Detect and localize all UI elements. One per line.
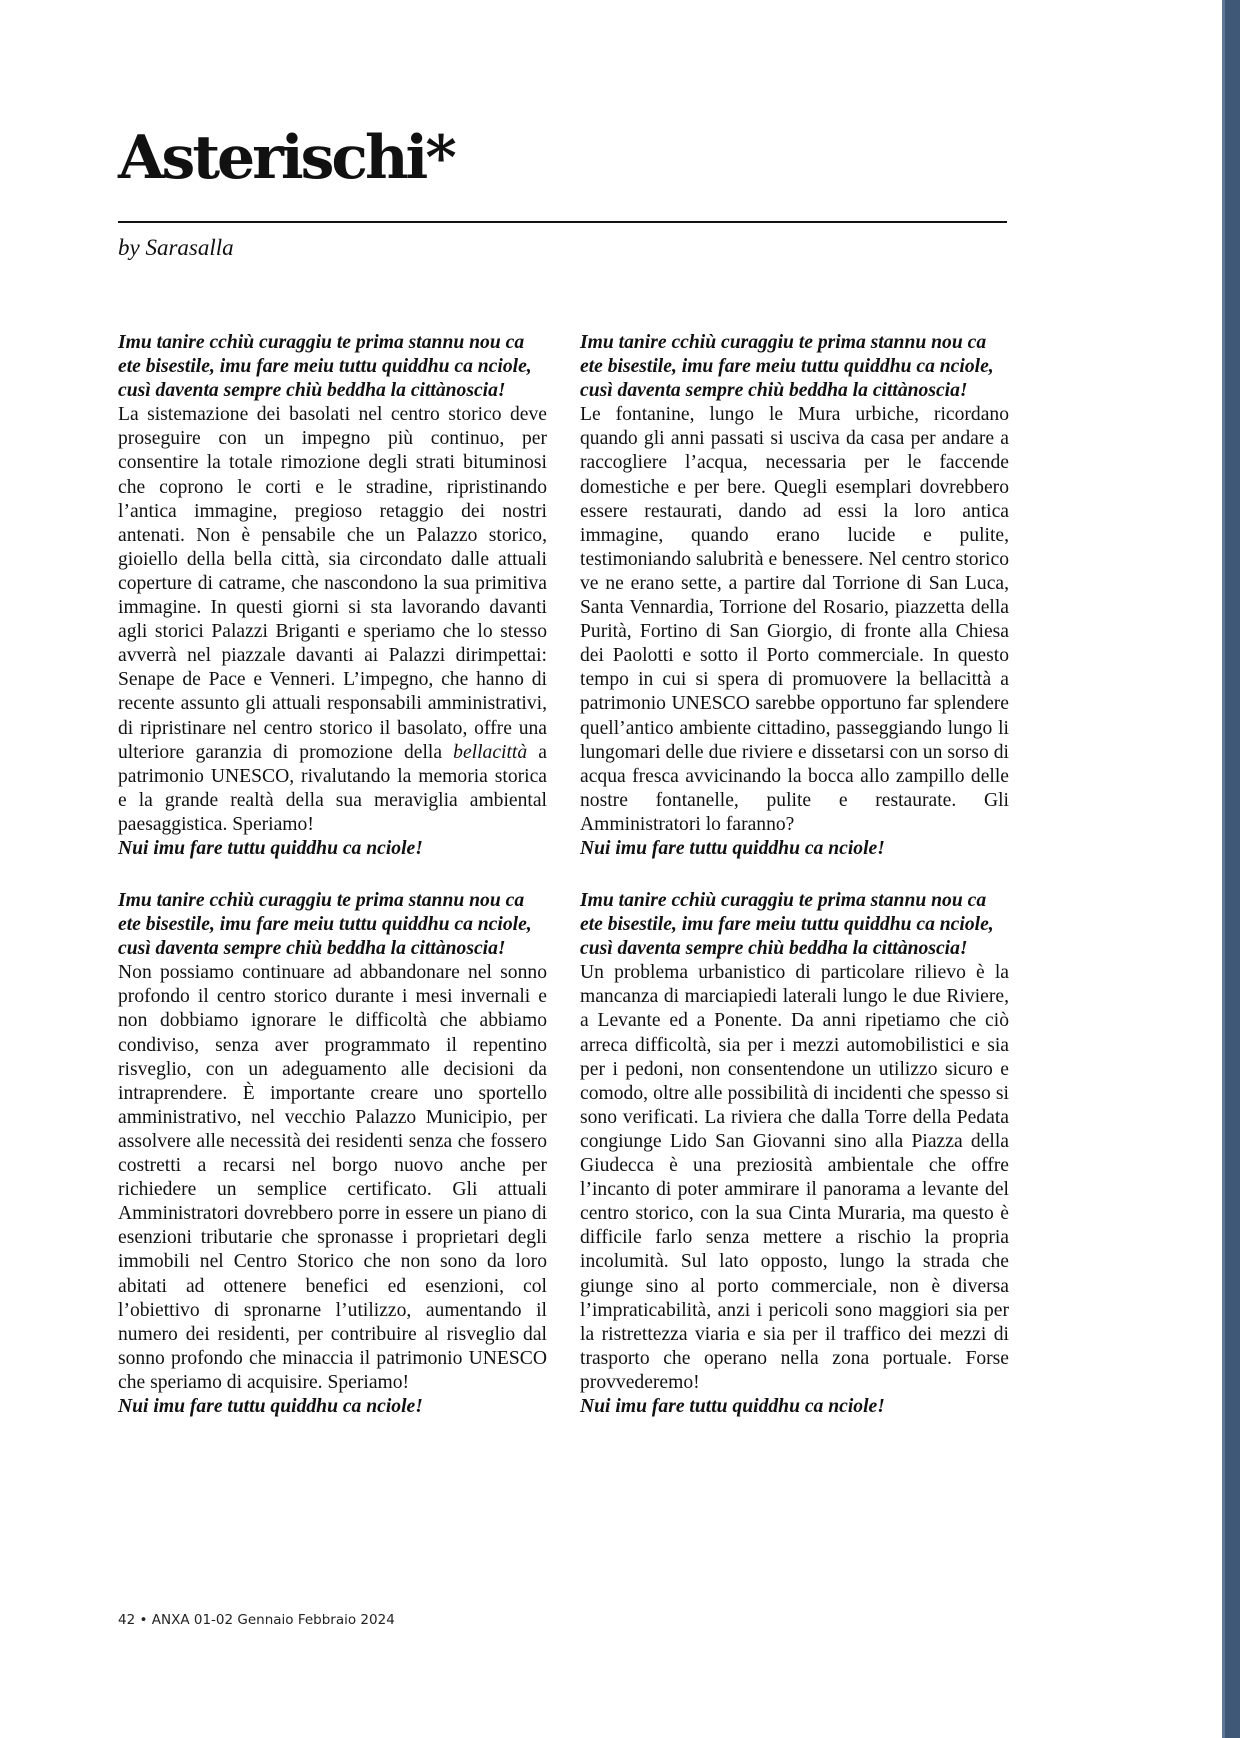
article-2 xyxy=(580,331,1009,861)
footer-separator: • xyxy=(139,1612,148,1628)
article-closing: Nui imu fare tuttu quiddhu ca nciole! xyxy=(118,837,423,859)
author-byline: by Sarasalla xyxy=(118,235,234,260)
article-body-text: a patrimonio UNESCO, rivalutando la memoria storica e la grande realtà della sua meraviglia ambiental paesaggistica. Speriamo! xyxy=(118,741,547,835)
title-divider xyxy=(118,221,1007,223)
article-closing: Nui imu fare tuttu quiddhu ca nciole! xyxy=(118,1395,423,1417)
article-body: Le fontanine, lungo le Mura urbiche, ricordano quando gli anni passati si usciva da casa per andare a raccogliere l’acqua, necessaria per le faccende domestiche e per bere. Quegli esemplari dovrebbero essere restaurati, dando ad essi la loro antica immagine, quando erano lucide e pulite, testimoniando salubrità e benessere. Nel centro storico ve ne erano sette, a partire dal Torrione di San Luca, Santa Vennardia, Torrione del Rosario, piazzetta della Purità, Fortino di San Giorgio, di fronte alla Chiesa dei Paolotti e sotto il Porto commerciale. In questo tempo in cui si spera di promuovere la bellacittà a patrimonio UNESCO sarebbe opportuno far splendere quell’antico ambiente cittadino, passeggiando lungo li lungomari delle due riviere e dissetarsi con un sorso di acqua fresca avvicinando la bocca allo zampillo delle nostre fontanelle, pulite e restaurate. Gli Amministratori lo faranno? xyxy=(580,404,1009,835)
article-4 xyxy=(580,889,1009,1419)
page-number: 42 xyxy=(118,1612,136,1628)
article-body-text: La sistemazione dei basolati nel centro storico deve proseguire con un impegno più continuo, per consentire la totale rimozione degli strati bituminosi che coprono le corti e le stradine, ripristinando l’antica immagine, pregioso retaggio dei nostri antenati. Non è pensabile che un Palazzo storico, gioiello della bella città, sia circondato dalle attuali coperture di catrame, che nascondono la sua primitiva immagine. In questi giorni si sta lavorando davanti agli storici Palazzi Briganti e speriamo che lo stesso avverrà nel piazzale davanti ai Palazzi dirimpettai: Senape de Pace e Venneri. L’impegno, che hanno di recente assunto gli attuali responsabili amministrativi, di ripristinare nel centro storico il basolato, offre una ulteriore garanzia di promozione della xyxy=(118,404,547,763)
article-lead: Imu tanire cchiù curaggiu te prima stannu nou ca ete bisestile, imu fare meiu tuttu quiddhu ca nciole, cusì daventa sempre chiù beddha la cittànoscia! xyxy=(118,890,532,960)
article-3 xyxy=(118,889,547,1419)
article-closing: Nui imu fare tuttu quiddhu ca nciole! xyxy=(580,837,885,859)
article-body-emphasis: bellacittà xyxy=(453,741,528,763)
article-lead: Imu tanire cchiù curaggiu te prima stannu nou ca ete bisestile, imu fare meiu tuttu quiddhu ca nciole, cusì daventa sempre chiù beddha la cittànoscia! xyxy=(580,332,994,402)
page-edge-band-highlight xyxy=(1222,0,1225,1738)
article-lead: Imu tanire cchiù curaggiu te prima stannu nou ca ete bisestile, imu fare meiu tuttu quiddhu ca nciole, cusì daventa sempre chiù beddha la cittànoscia! xyxy=(580,890,994,960)
article-closing: Nui imu fare tuttu quiddhu ca nciole! xyxy=(580,1395,885,1417)
publication-name: ANXA 01-02 Gennaio Febbraio 2024 xyxy=(151,1612,395,1628)
article-body xyxy=(118,403,547,837)
article-body: Un problema urbanistico di particolare rilievo è la mancanza di marciapiedi laterali lungo le due Riviere, a Levante ed a Ponente. Da anni ripetiamo che ciò arreca difficoltà, sia per i mezzi automobilistici e sia per i pedoni, non consentendone un utilizzo sicuro e comodo, oltre alle possibilità di incidenti che spesso si sono verificati. La riviera che dalla Torre della Pedata congiunge Lido San Giovanni sino alla Piazza della Giudecca è una preziosità ambientale che offre l’incanto di poter ammirare il panorama a levante del centro storico, con la sua Cinta Muraria, ma questo è difficile farlo senza mettere a rischio la propria incolumità. Sul lato opposto, lungo la strada che giunge sino al porto commerciale, non è diversa l’impraticabilità, anzi i pericoli sono maggiori sia per la ristrettezza viaria e sia per il traffico dei mezzi di trasporto che operano nella zona portuale. Forse provvederemo! xyxy=(580,962,1009,1393)
article-body: Non possiamo continuare ad abbandonare nel sonno profondo il centro storico durante i mesi invernali e non dobbiamo ignorare le difficoltà che abbiamo condiviso, senza aver programmato il repentino risveglio, con un adeguamento alle decisioni da intraprendere. È importante creare uno sportello amministrativo, nel vecchio Palazzo Municipio, per assolvere alle necessità dei residenti senza che fossero costretti a recarsi nel borgo nuovo anche per richiedere un semplice certificato. Gli attuali Amministratori dovrebbero porre in essere un piano di esenzioni tributarie che spronasse i proprietari degli immobili nel Centro Storico che non sono da loro abitati ad ottenere benefici ed esenzioni, col l’obiettivo di spronarne l’utilizzo, aumentando il numero dei residenti, per contribuire al risveglio dal sonno profondo che minaccia il patrimonio UNESCO che speriamo di acquisire. Speriamo! xyxy=(118,962,547,1393)
page-footer xyxy=(118,1612,395,1628)
article-1 xyxy=(118,331,547,861)
page-title: Asterischi* xyxy=(118,123,454,193)
article-lead: Imu tanire cchiù curaggiu te prima stannu nou ca ete bisestile, imu fare meiu tuttu quiddhu ca nciole, cusì daventa sempre chiù beddha la cittànoscia! xyxy=(118,332,532,402)
